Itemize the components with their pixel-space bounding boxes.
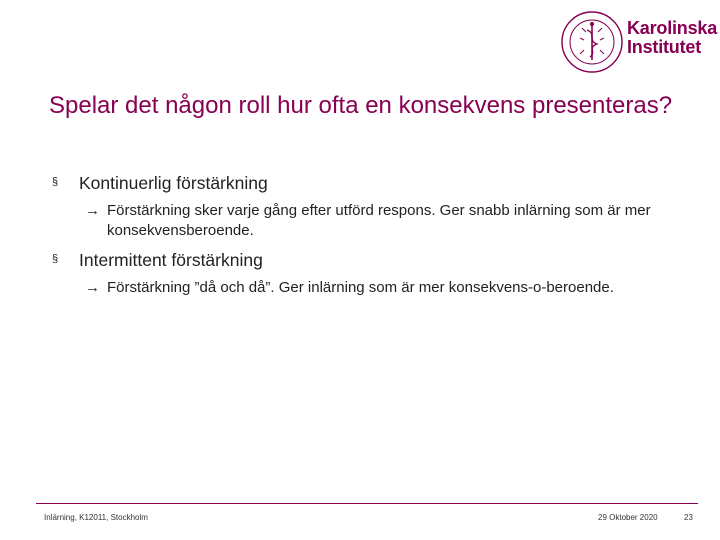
bullet-item	[52, 173, 672, 241]
logo-wordmark	[627, 19, 717, 57]
sub-bullet-text: Förstärkning sker varje gång efter utförd respons. Ger snabb inlärning som är mer konsekvensberoende.	[107, 202, 651, 239]
bullet-marker-icon: §	[52, 176, 59, 188]
bullet-label: Kontinuerlig förstärkning	[79, 173, 268, 193]
bullet-marker-icon: §	[52, 253, 59, 265]
arrow-right-icon: →	[85, 279, 100, 296]
bullet-text	[52, 173, 672, 194]
footer-date: 29 Oktober 2020	[598, 513, 658, 522]
slide-title: Spelar det någon roll hur ofta en konsekvens presenteras?	[49, 92, 673, 119]
footer-divider	[36, 503, 698, 504]
bullet-list	[52, 173, 672, 298]
bullet-text	[52, 250, 672, 271]
arrow-right-icon: →	[85, 202, 100, 219]
bullet-label: Intermittent förstärkning	[79, 250, 263, 270]
sub-bullet-text: Förstärkning ”då och då”. Ger inlärning som är mer konsekvens-o-beroende.	[107, 279, 614, 296]
footer-course: Inlärning, K12011, Stockholm	[44, 513, 148, 522]
logo-line-2: Institutet	[627, 37, 701, 57]
logo-line-1: Karolinska	[627, 18, 718, 38]
bullet-item	[52, 250, 672, 298]
sub-bullet	[85, 278, 672, 298]
seal-icon	[560, 10, 624, 74]
sub-bullet	[85, 201, 672, 241]
karolinska-logo	[560, 10, 716, 74]
page-number: 23	[684, 513, 693, 522]
